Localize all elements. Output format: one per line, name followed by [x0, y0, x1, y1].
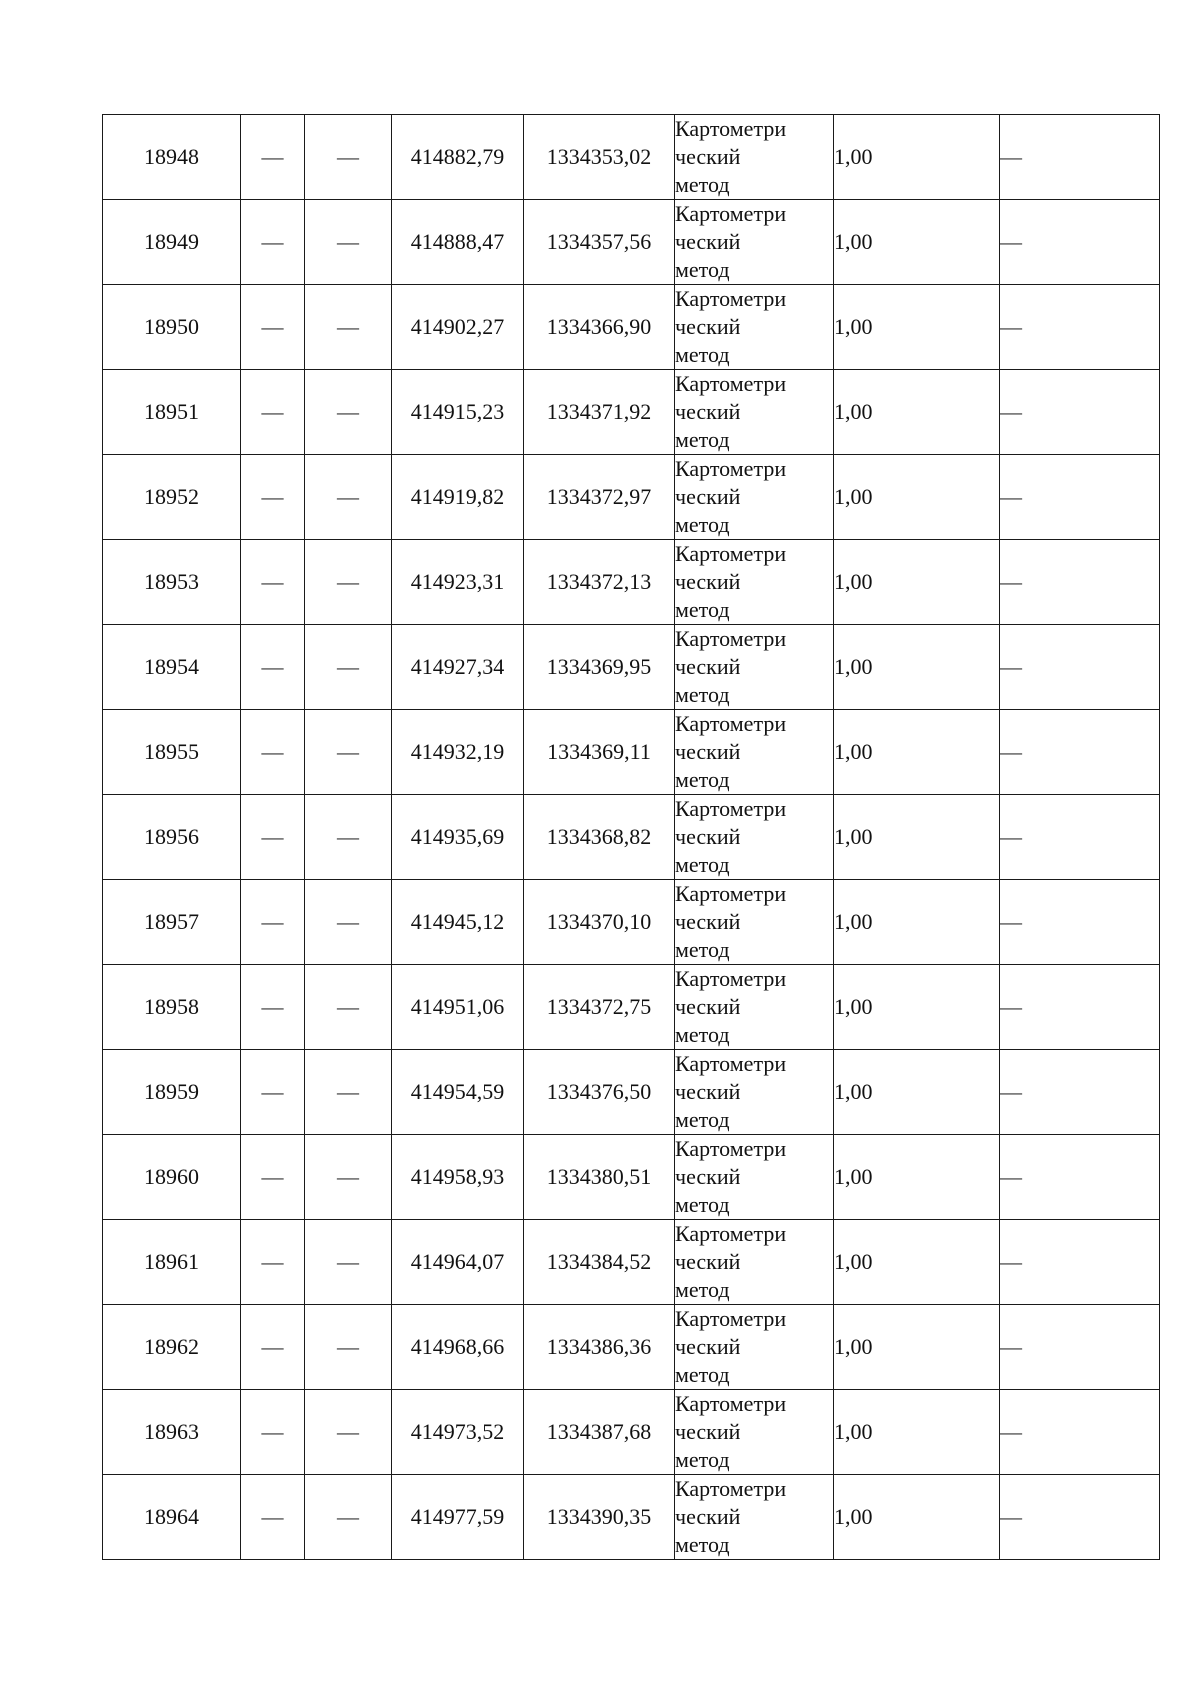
method-cell — [675, 1135, 834, 1220]
old-x-cell: — — [241, 880, 305, 965]
old-x-cell: — — [241, 625, 305, 710]
table-row — [103, 455, 1160, 540]
accuracy-cell: 1,00 — [834, 1390, 1000, 1475]
method-text-line: метод — [675, 427, 730, 452]
table-row — [103, 710, 1160, 795]
point-number-cell: 18957 — [103, 880, 241, 965]
accuracy-cell: 1,00 — [834, 710, 1000, 795]
description-cell: — — [1000, 1475, 1160, 1560]
point-number-cell: 18959 — [103, 1050, 241, 1135]
point-number-cell: 18956 — [103, 795, 241, 880]
method-text-line: метод — [675, 342, 730, 367]
old-y-cell: — — [305, 795, 392, 880]
x-coordinate-cell: 414923,31 — [392, 540, 524, 625]
method-text-line: ческий — [675, 739, 741, 764]
description-cell: — — [1000, 795, 1160, 880]
table-row — [103, 1135, 1160, 1220]
method-cell — [675, 285, 834, 370]
method-text-line: метод — [675, 1022, 730, 1047]
point-number-cell: 18958 — [103, 965, 241, 1050]
method-text-line: метод — [675, 682, 730, 707]
old-y-cell: — — [305, 1305, 392, 1390]
old-x-cell: — — [241, 370, 305, 455]
y-coordinate-cell: 1334384,52 — [524, 1220, 675, 1305]
accuracy-cell: 1,00 — [834, 1305, 1000, 1390]
method-text-line: метод — [675, 1192, 730, 1217]
point-number-cell: 18951 — [103, 370, 241, 455]
method-cell — [675, 370, 834, 455]
method-cell — [675, 710, 834, 795]
point-number-cell: 18955 — [103, 710, 241, 795]
old-x-cell: — — [241, 710, 305, 795]
accuracy-cell: 1,00 — [834, 370, 1000, 455]
method-text-line: метод — [675, 1107, 730, 1132]
x-coordinate-cell: 414927,34 — [392, 625, 524, 710]
point-number-cell: 18963 — [103, 1390, 241, 1475]
method-text-line: Картометри — [675, 1136, 787, 1161]
description-cell: — — [1000, 880, 1160, 965]
accuracy-cell: 1,00 — [834, 115, 1000, 200]
table-row — [103, 625, 1160, 710]
description-cell: — — [1000, 1390, 1160, 1475]
old-y-cell: — — [305, 115, 392, 200]
accuracy-cell: 1,00 — [834, 965, 1000, 1050]
table-body — [103, 115, 1160, 1560]
old-x-cell: — — [241, 540, 305, 625]
table-row — [103, 1220, 1160, 1305]
x-coordinate-cell: 414968,66 — [392, 1305, 524, 1390]
method-cell — [675, 1475, 834, 1560]
method-text-line: Картометри — [675, 881, 787, 906]
table-row — [103, 115, 1160, 200]
x-coordinate-cell: 414902,27 — [392, 285, 524, 370]
method-text-line: ческий — [675, 314, 741, 339]
method-text-line: Картометри — [675, 201, 787, 226]
method-text-line: Картометри — [675, 1221, 787, 1246]
y-coordinate-cell: 1334386,36 — [524, 1305, 675, 1390]
old-x-cell: — — [241, 795, 305, 880]
table-row — [103, 1050, 1160, 1135]
method-text-line: ческий — [675, 1504, 741, 1529]
old-y-cell: — — [305, 540, 392, 625]
method-text-line: метод — [675, 1447, 730, 1472]
x-coordinate-cell: 414882,79 — [392, 115, 524, 200]
description-cell: — — [1000, 200, 1160, 285]
point-number-cell: 18952 — [103, 455, 241, 540]
x-coordinate-cell: 414973,52 — [392, 1390, 524, 1475]
point-number-cell: 18954 — [103, 625, 241, 710]
accuracy-cell: 1,00 — [834, 285, 1000, 370]
old-y-cell: — — [305, 1475, 392, 1560]
method-cell — [675, 965, 834, 1050]
y-coordinate-cell: 1334372,13 — [524, 540, 675, 625]
description-cell: — — [1000, 285, 1160, 370]
x-coordinate-cell: 414932,19 — [392, 710, 524, 795]
y-coordinate-cell: 1334368,82 — [524, 795, 675, 880]
accuracy-cell: 1,00 — [834, 1135, 1000, 1220]
method-cell — [675, 455, 834, 540]
method-text-line: Картометри — [675, 541, 787, 566]
old-x-cell: — — [241, 965, 305, 1050]
table-row — [103, 540, 1160, 625]
y-coordinate-cell: 1334353,02 — [524, 115, 675, 200]
method-text-line: Картометри — [675, 626, 787, 651]
point-number-cell: 18953 — [103, 540, 241, 625]
method-text-line: ческий — [675, 1249, 741, 1274]
method-text-line: ческий — [675, 909, 741, 934]
old-y-cell: — — [305, 965, 392, 1050]
old-y-cell: — — [305, 1050, 392, 1135]
description-cell: — — [1000, 1305, 1160, 1390]
method-cell — [675, 1220, 834, 1305]
point-number-cell: 18949 — [103, 200, 241, 285]
method-cell — [675, 115, 834, 200]
method-text-line: Картометри — [675, 1306, 787, 1331]
old-y-cell: — — [305, 370, 392, 455]
description-cell: — — [1000, 1220, 1160, 1305]
method-text-line: метод — [675, 1532, 730, 1557]
old-x-cell: — — [241, 1220, 305, 1305]
old-y-cell: — — [305, 285, 392, 370]
old-y-cell: — — [305, 455, 392, 540]
method-text-line: ческий — [675, 654, 741, 679]
table-row — [103, 285, 1160, 370]
method-text-line: метод — [675, 767, 730, 792]
method-text-line: ческий — [675, 144, 741, 169]
old-y-cell: — — [305, 1390, 392, 1475]
accuracy-cell: 1,00 — [834, 200, 1000, 285]
point-number-cell: 18960 — [103, 1135, 241, 1220]
method-text-line: метод — [675, 1277, 730, 1302]
table-row — [103, 1305, 1160, 1390]
y-coordinate-cell: 1334371,92 — [524, 370, 675, 455]
method-text-line: ческий — [675, 484, 741, 509]
description-cell: — — [1000, 115, 1160, 200]
method-cell — [675, 795, 834, 880]
x-coordinate-cell: 414977,59 — [392, 1475, 524, 1560]
old-x-cell: — — [241, 115, 305, 200]
method-text-line: метод — [675, 172, 730, 197]
method-text-line: метод — [675, 257, 730, 282]
accuracy-cell: 1,00 — [834, 540, 1000, 625]
accuracy-cell: 1,00 — [834, 880, 1000, 965]
y-coordinate-cell: 1334380,51 — [524, 1135, 675, 1220]
table-row — [103, 200, 1160, 285]
table-row — [103, 1390, 1160, 1475]
y-coordinate-cell: 1334369,95 — [524, 625, 675, 710]
method-text-line: ческий — [675, 1334, 741, 1359]
accuracy-cell: 1,00 — [834, 1220, 1000, 1305]
method-cell — [675, 540, 834, 625]
method-text-line: метод — [675, 512, 730, 537]
method-text-line: Картометри — [675, 966, 787, 991]
method-text-line: Картометри — [675, 711, 787, 736]
old-x-cell: — — [241, 1475, 305, 1560]
y-coordinate-cell: 1334372,75 — [524, 965, 675, 1050]
method-text-line: ческий — [675, 399, 741, 424]
x-coordinate-cell: 414888,47 — [392, 200, 524, 285]
point-number-cell: 18964 — [103, 1475, 241, 1560]
accuracy-cell: 1,00 — [834, 1475, 1000, 1560]
x-coordinate-cell: 414964,07 — [392, 1220, 524, 1305]
method-cell — [675, 625, 834, 710]
method-text-line: ческий — [675, 1164, 741, 1189]
method-text-line: Картометри — [675, 1051, 787, 1076]
description-cell: — — [1000, 370, 1160, 455]
method-text-line: ческий — [675, 569, 741, 594]
old-x-cell: — — [241, 1050, 305, 1135]
method-text-line: ческий — [675, 1079, 741, 1104]
description-cell: — — [1000, 540, 1160, 625]
method-text-line: Картометри — [675, 1391, 787, 1416]
method-text-line: ческий — [675, 1419, 741, 1444]
old-x-cell: — — [241, 1305, 305, 1390]
point-number-cell: 18962 — [103, 1305, 241, 1390]
table-row — [103, 795, 1160, 880]
x-coordinate-cell: 414951,06 — [392, 965, 524, 1050]
x-coordinate-cell: 414958,93 — [392, 1135, 524, 1220]
old-x-cell: — — [241, 1135, 305, 1220]
point-number-cell: 18948 — [103, 115, 241, 200]
y-coordinate-cell: 1334366,90 — [524, 285, 675, 370]
method-text-line: Картометри — [675, 116, 787, 141]
accuracy-cell: 1,00 — [834, 625, 1000, 710]
accuracy-cell: 1,00 — [834, 1050, 1000, 1135]
old-x-cell: — — [241, 1390, 305, 1475]
method-cell — [675, 1305, 834, 1390]
method-cell — [675, 880, 834, 965]
x-coordinate-cell: 414915,23 — [392, 370, 524, 455]
y-coordinate-cell: 1334390,35 — [524, 1475, 675, 1560]
y-coordinate-cell: 1334370,10 — [524, 880, 675, 965]
accuracy-cell: 1,00 — [834, 795, 1000, 880]
table-row — [103, 965, 1160, 1050]
method-text-line: метод — [675, 852, 730, 877]
old-y-cell: — — [305, 200, 392, 285]
description-cell: — — [1000, 965, 1160, 1050]
table-row — [103, 880, 1160, 965]
method-text-line: ческий — [675, 824, 741, 849]
table-row — [103, 370, 1160, 455]
y-coordinate-cell: 1334387,68 — [524, 1390, 675, 1475]
description-cell: — — [1000, 710, 1160, 795]
method-cell — [675, 1050, 834, 1135]
y-coordinate-cell: 1334369,11 — [524, 710, 675, 795]
coordinates-table — [102, 114, 1160, 1560]
method-cell — [675, 200, 834, 285]
description-cell: — — [1000, 455, 1160, 540]
method-cell — [675, 1390, 834, 1475]
method-text-line: ческий — [675, 994, 741, 1019]
method-text-line: Картометри — [675, 286, 787, 311]
y-coordinate-cell: 1334357,56 — [524, 200, 675, 285]
old-y-cell: — — [305, 1220, 392, 1305]
old-y-cell: — — [305, 625, 392, 710]
point-number-cell: 18950 — [103, 285, 241, 370]
method-text-line: метод — [675, 597, 730, 622]
old-y-cell: — — [305, 880, 392, 965]
description-cell: — — [1000, 625, 1160, 710]
accuracy-cell: 1,00 — [834, 455, 1000, 540]
y-coordinate-cell: 1334376,50 — [524, 1050, 675, 1135]
old-y-cell: — — [305, 1135, 392, 1220]
method-text-line: ческий — [675, 229, 741, 254]
description-cell: — — [1000, 1050, 1160, 1135]
method-text-line: Картометри — [675, 456, 787, 481]
method-text-line: Картометри — [675, 371, 787, 396]
y-coordinate-cell: 1334372,97 — [524, 455, 675, 540]
old-x-cell: — — [241, 285, 305, 370]
point-number-cell: 18961 — [103, 1220, 241, 1305]
x-coordinate-cell: 414954,59 — [392, 1050, 524, 1135]
method-text-line: метод — [675, 937, 730, 962]
x-coordinate-cell: 414945,12 — [392, 880, 524, 965]
old-x-cell: — — [241, 200, 305, 285]
x-coordinate-cell: 414919,82 — [392, 455, 524, 540]
method-text-line: Картометри — [675, 1476, 787, 1501]
description-cell: — — [1000, 1135, 1160, 1220]
old-y-cell: — — [305, 710, 392, 795]
x-coordinate-cell: 414935,69 — [392, 795, 524, 880]
method-text-line: метод — [675, 1362, 730, 1387]
old-x-cell: — — [241, 455, 305, 540]
table-row — [103, 1475, 1160, 1560]
method-text-line: Картометри — [675, 796, 787, 821]
